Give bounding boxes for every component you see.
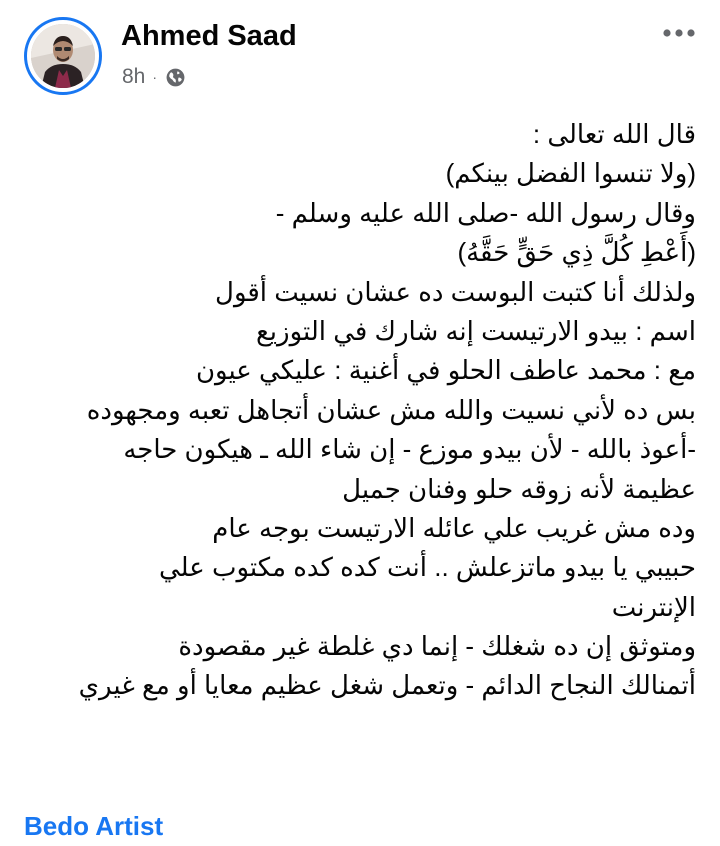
post-header (0, 0, 720, 110)
post-line: ولذلك أنا كتبت البوست ده عشان نسيت أقول (215, 276, 696, 307)
author-name[interactable]: Ahmed Saad (121, 20, 297, 52)
post-line: (ولا تنسوا الفضل بينكم) (445, 158, 696, 189)
post-line: وده مش غريب علي عائله الارتيست بوجه عام (212, 512, 696, 543)
profile-photo (31, 24, 95, 88)
globe-icon[interactable] (165, 67, 186, 88)
meta-separator: · (152, 69, 158, 85)
post-line: عظيمة لأنه زوقه حلو وفنان جميل (342, 473, 696, 504)
post-line: -أعوذ بالله - لأن بيدو موزع - إن شاء الله ـ هيكون حاجه (123, 434, 696, 465)
post-time[interactable]: 8h (122, 65, 146, 88)
post-line: حبيبي يا بيدو ماتزعلش .. أنت كده كده مكتوب علي (159, 552, 696, 583)
post-line: ومتوثق إن ده شغلك - إنما دي غلطة غير مقصودة (178, 631, 696, 662)
author-avatar[interactable] (24, 17, 102, 95)
post-line: اسم : بيدو الارتيست إنه شارك في التوزيع (255, 315, 696, 346)
post-line: (أَعْطِ كُلَّ ذِي حَقٍّ حَقَّهُ) (457, 237, 696, 268)
post-line: مع : محمد عاطف الحلو في أغنية : عليكي عيون (195, 355, 696, 386)
tagged-profile-link[interactable]: Bedo Artist (24, 811, 164, 841)
post-line: بس ده لأني نسيت والله مش عشان أتجاهل تعبه ومجهوده (86, 394, 696, 425)
post-line: وقال رسول الله -صلى الله عليه وسلم - (275, 197, 696, 228)
post-meta (122, 64, 186, 90)
post-line: أتمنالك النجاح الدائم - وتعمل شغل عظيم معايا أو مع غيري (78, 670, 696, 701)
more-options-button[interactable] (656, 18, 702, 48)
post-line: قال الله تعالى : (532, 119, 696, 149)
post-text (0, 115, 720, 706)
more-dots-icon (659, 28, 699, 38)
avatar-image-icon (31, 24, 95, 88)
post-line: الإنترنت (611, 591, 696, 622)
